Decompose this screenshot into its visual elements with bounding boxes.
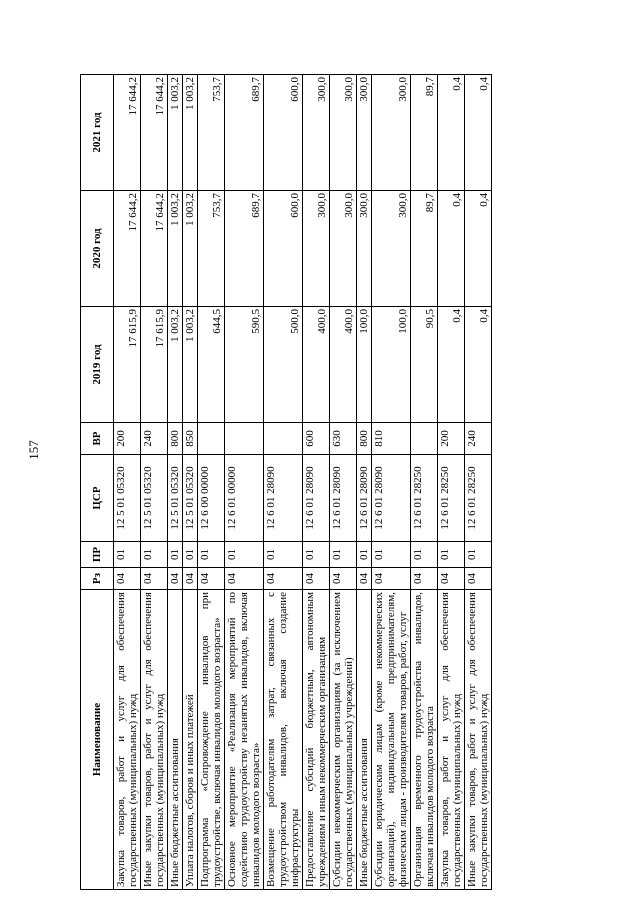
cell-rz: 04 [198,568,225,590]
cell-rz: 04 [141,568,168,590]
cell-rz: 04 [465,568,492,590]
cell-name: Субсидии некоммерческим организациям (за исключением государственных (муниципальных) учреждений) [330,590,357,890]
table-row [225,75,264,890]
cell-rz: 04 [114,568,141,590]
cell-name: Закупка товаров, работ и услуг для обеспечения государственных (муниципальных) нужд [438,590,465,890]
cell-pr: 01 [303,542,330,568]
cell-csr: 12 5 01 05320 [114,455,141,542]
header-2020: 2020 год [81,191,114,307]
cell-name: Возмещение работодателям затрат, связанных с трудоустройством инвалидов, включая создание инфраструктуры [264,590,303,890]
cell-rz: 04 [372,568,411,590]
cell-csr: 12 6 01 28250 [411,455,438,542]
table-row [141,75,168,890]
cell-y2020: 689,7 [225,191,264,307]
table-row [303,75,330,890]
cell-pr: 01 [411,542,438,568]
cell-y2021: 689,7 [225,75,264,191]
cell-vr: 240 [465,423,492,455]
cell-y2021: 600,0 [264,75,303,191]
table-row [264,75,303,890]
cell-y2019: 100,0 [357,307,372,423]
cell-vr: 600 [303,423,330,455]
cell-vr: 200 [438,423,465,455]
cell-y2021: 300,0 [330,75,357,191]
cell-vr: 810 [372,423,411,455]
cell-name: Иные бюджетные ассигнования [168,590,183,890]
rotated-table-container [80,75,570,890]
table-row [183,75,198,890]
cell-y2019: 1 003,2 [183,307,198,423]
cell-csr: 12 6 01 28090 [303,455,330,542]
cell-name: Иные закупки товаров, работ и услуг для обеспечения государственных (муниципальных) нужд [465,590,492,890]
cell-vr: 240 [141,423,168,455]
cell-y2021: 300,0 [357,75,372,191]
table-header-row [81,75,114,890]
cell-rz: 04 [330,568,357,590]
cell-csr: 12 6 01 28090 [330,455,357,542]
cell-y2021: 0,4 [438,75,465,191]
header-2021: 2021 год [81,75,114,191]
cell-y2021: 0,4 [465,75,492,191]
cell-pr: 01 [264,542,303,568]
cell-pr: 01 [438,542,465,568]
header-2019: 2019 год [81,307,114,423]
cell-y2020: 1 003,2 [183,191,198,307]
cell-csr: 12 6 01 28090 [264,455,303,542]
cell-y2019: 400,0 [330,307,357,423]
cell-csr: 12 6 01 00000 [225,455,264,542]
cell-pr: 01 [372,542,411,568]
cell-y2019: 0,4 [438,307,465,423]
cell-y2020: 1 003,2 [168,191,183,307]
cell-csr: 12 5 01 05320 [141,455,168,542]
cell-vr: 850 [183,423,198,455]
cell-y2021: 1 003,2 [168,75,183,191]
cell-vr [411,423,438,455]
header-vr: ВР [81,423,114,455]
cell-y2019: 1 003,2 [168,307,183,423]
cell-csr: 12 5 01 05320 [183,455,198,542]
table-row [198,75,225,890]
cell-vr: 800 [168,423,183,455]
table-row [411,75,438,890]
cell-name: Уплата налогов, сборов и иных платежей [183,590,198,890]
cell-csr: 12 6 01 28090 [372,455,411,542]
cell-rz: 04 [183,568,198,590]
cell-rz: 04 [225,568,264,590]
cell-y2019: 500,0 [264,307,303,423]
cell-y2019: 644,5 [198,307,225,423]
cell-y2021: 300,0 [372,75,411,191]
cell-y2019: 400,0 [303,307,330,423]
header-rz: Рз [81,568,114,590]
cell-vr [198,423,225,455]
cell-y2020: 300,0 [330,191,357,307]
cell-pr: 01 [198,542,225,568]
table-row [372,75,411,890]
cell-name: Иные закупки товаров, работ и услуг для обеспечения государственных (муниципальных) нужд [141,590,168,890]
cell-y2020: 600,0 [264,191,303,307]
table-row [438,75,465,890]
cell-y2019: 0,4 [465,307,492,423]
cell-y2020: 300,0 [303,191,330,307]
cell-pr: 01 [114,542,141,568]
table-row [114,75,141,890]
cell-y2019: 90,5 [411,307,438,423]
cell-csr: 12 6 01 28250 [438,455,465,542]
cell-name: Подпрограмма «Сопровождение инвалидов при трудоустройстве, включая инвалидов молодого возраста» [198,590,225,890]
cell-y2021: 17 644,2 [114,75,141,191]
cell-y2020: 300,0 [372,191,411,307]
cell-y2019: 100,0 [372,307,411,423]
table-row [330,75,357,890]
cell-y2020: 17 644,2 [141,191,168,307]
cell-pr: 01 [183,542,198,568]
cell-name: Основное мероприятие «Реализация мероприятий по содействию трудоустройству незанятых инвалидов, включая инвалидов молодого возраста» [225,590,264,890]
cell-pr: 01 [168,542,183,568]
cell-y2019: 17 615,9 [114,307,141,423]
cell-y2021: 17 644,2 [141,75,168,191]
cell-y2020: 300,0 [357,191,372,307]
cell-name: Закупка товаров, работ и услуг для обеспечения государственных (муниципальных) нужд [114,590,141,890]
cell-csr: 12 6 00 00000 [198,455,225,542]
table-row [168,75,183,890]
cell-vr [225,423,264,455]
table-row [357,75,372,890]
cell-y2019: 590,5 [225,307,264,423]
cell-rz: 04 [303,568,330,590]
cell-vr: 800 [357,423,372,455]
cell-name: Предоставление субсидий бюджетным, автономным учреждениям и иным некоммерческим организациям [303,590,330,890]
header-name: Наименование [81,590,114,890]
cell-y2020: 89,7 [411,191,438,307]
cell-name: Организация временного трудоустройства инвалидов, включая инвалидов молодого возраста [411,590,438,890]
page-number: 157 [26,440,41,460]
cell-y2020: 17 644,2 [114,191,141,307]
cell-y2021: 89,7 [411,75,438,191]
cell-rz: 04 [357,568,372,590]
cell-y2021: 753,7 [198,75,225,191]
cell-csr: 12 6 01 28250 [465,455,492,542]
cell-pr: 01 [141,542,168,568]
cell-pr: 01 [225,542,264,568]
cell-csr: 12 5 01 05320 [168,455,183,542]
cell-name: Иные бюджетные ассигнования [357,590,372,890]
header-pr: ПР [81,542,114,568]
table-row [465,75,492,890]
cell-pr: 01 [357,542,372,568]
header-csr: ЦСР [81,455,114,542]
cell-rz: 04 [168,568,183,590]
cell-pr: 01 [465,542,492,568]
cell-csr: 12 6 01 28090 [357,455,372,542]
cell-y2020: 0,4 [438,191,465,307]
cell-y2020: 753,7 [198,191,225,307]
cell-vr [264,423,303,455]
cell-name: Субсидии юридическим лицам (кроме некоммерческих организаций), индивидуальным предпринимателям, физическим лицам - производителям товаров, работ, услуг [372,590,411,890]
cell-vr: 630 [330,423,357,455]
cell-rz: 04 [438,568,465,590]
cell-pr: 01 [330,542,357,568]
budget-table [80,74,492,890]
cell-y2019: 17 615,9 [141,307,168,423]
cell-rz: 04 [411,568,438,590]
cell-rz: 04 [264,568,303,590]
cell-vr: 200 [114,423,141,455]
table-body [114,75,492,890]
cell-y2021: 300,0 [303,75,330,191]
cell-y2021: 1 003,2 [183,75,198,191]
cell-y2020: 0,4 [465,191,492,307]
